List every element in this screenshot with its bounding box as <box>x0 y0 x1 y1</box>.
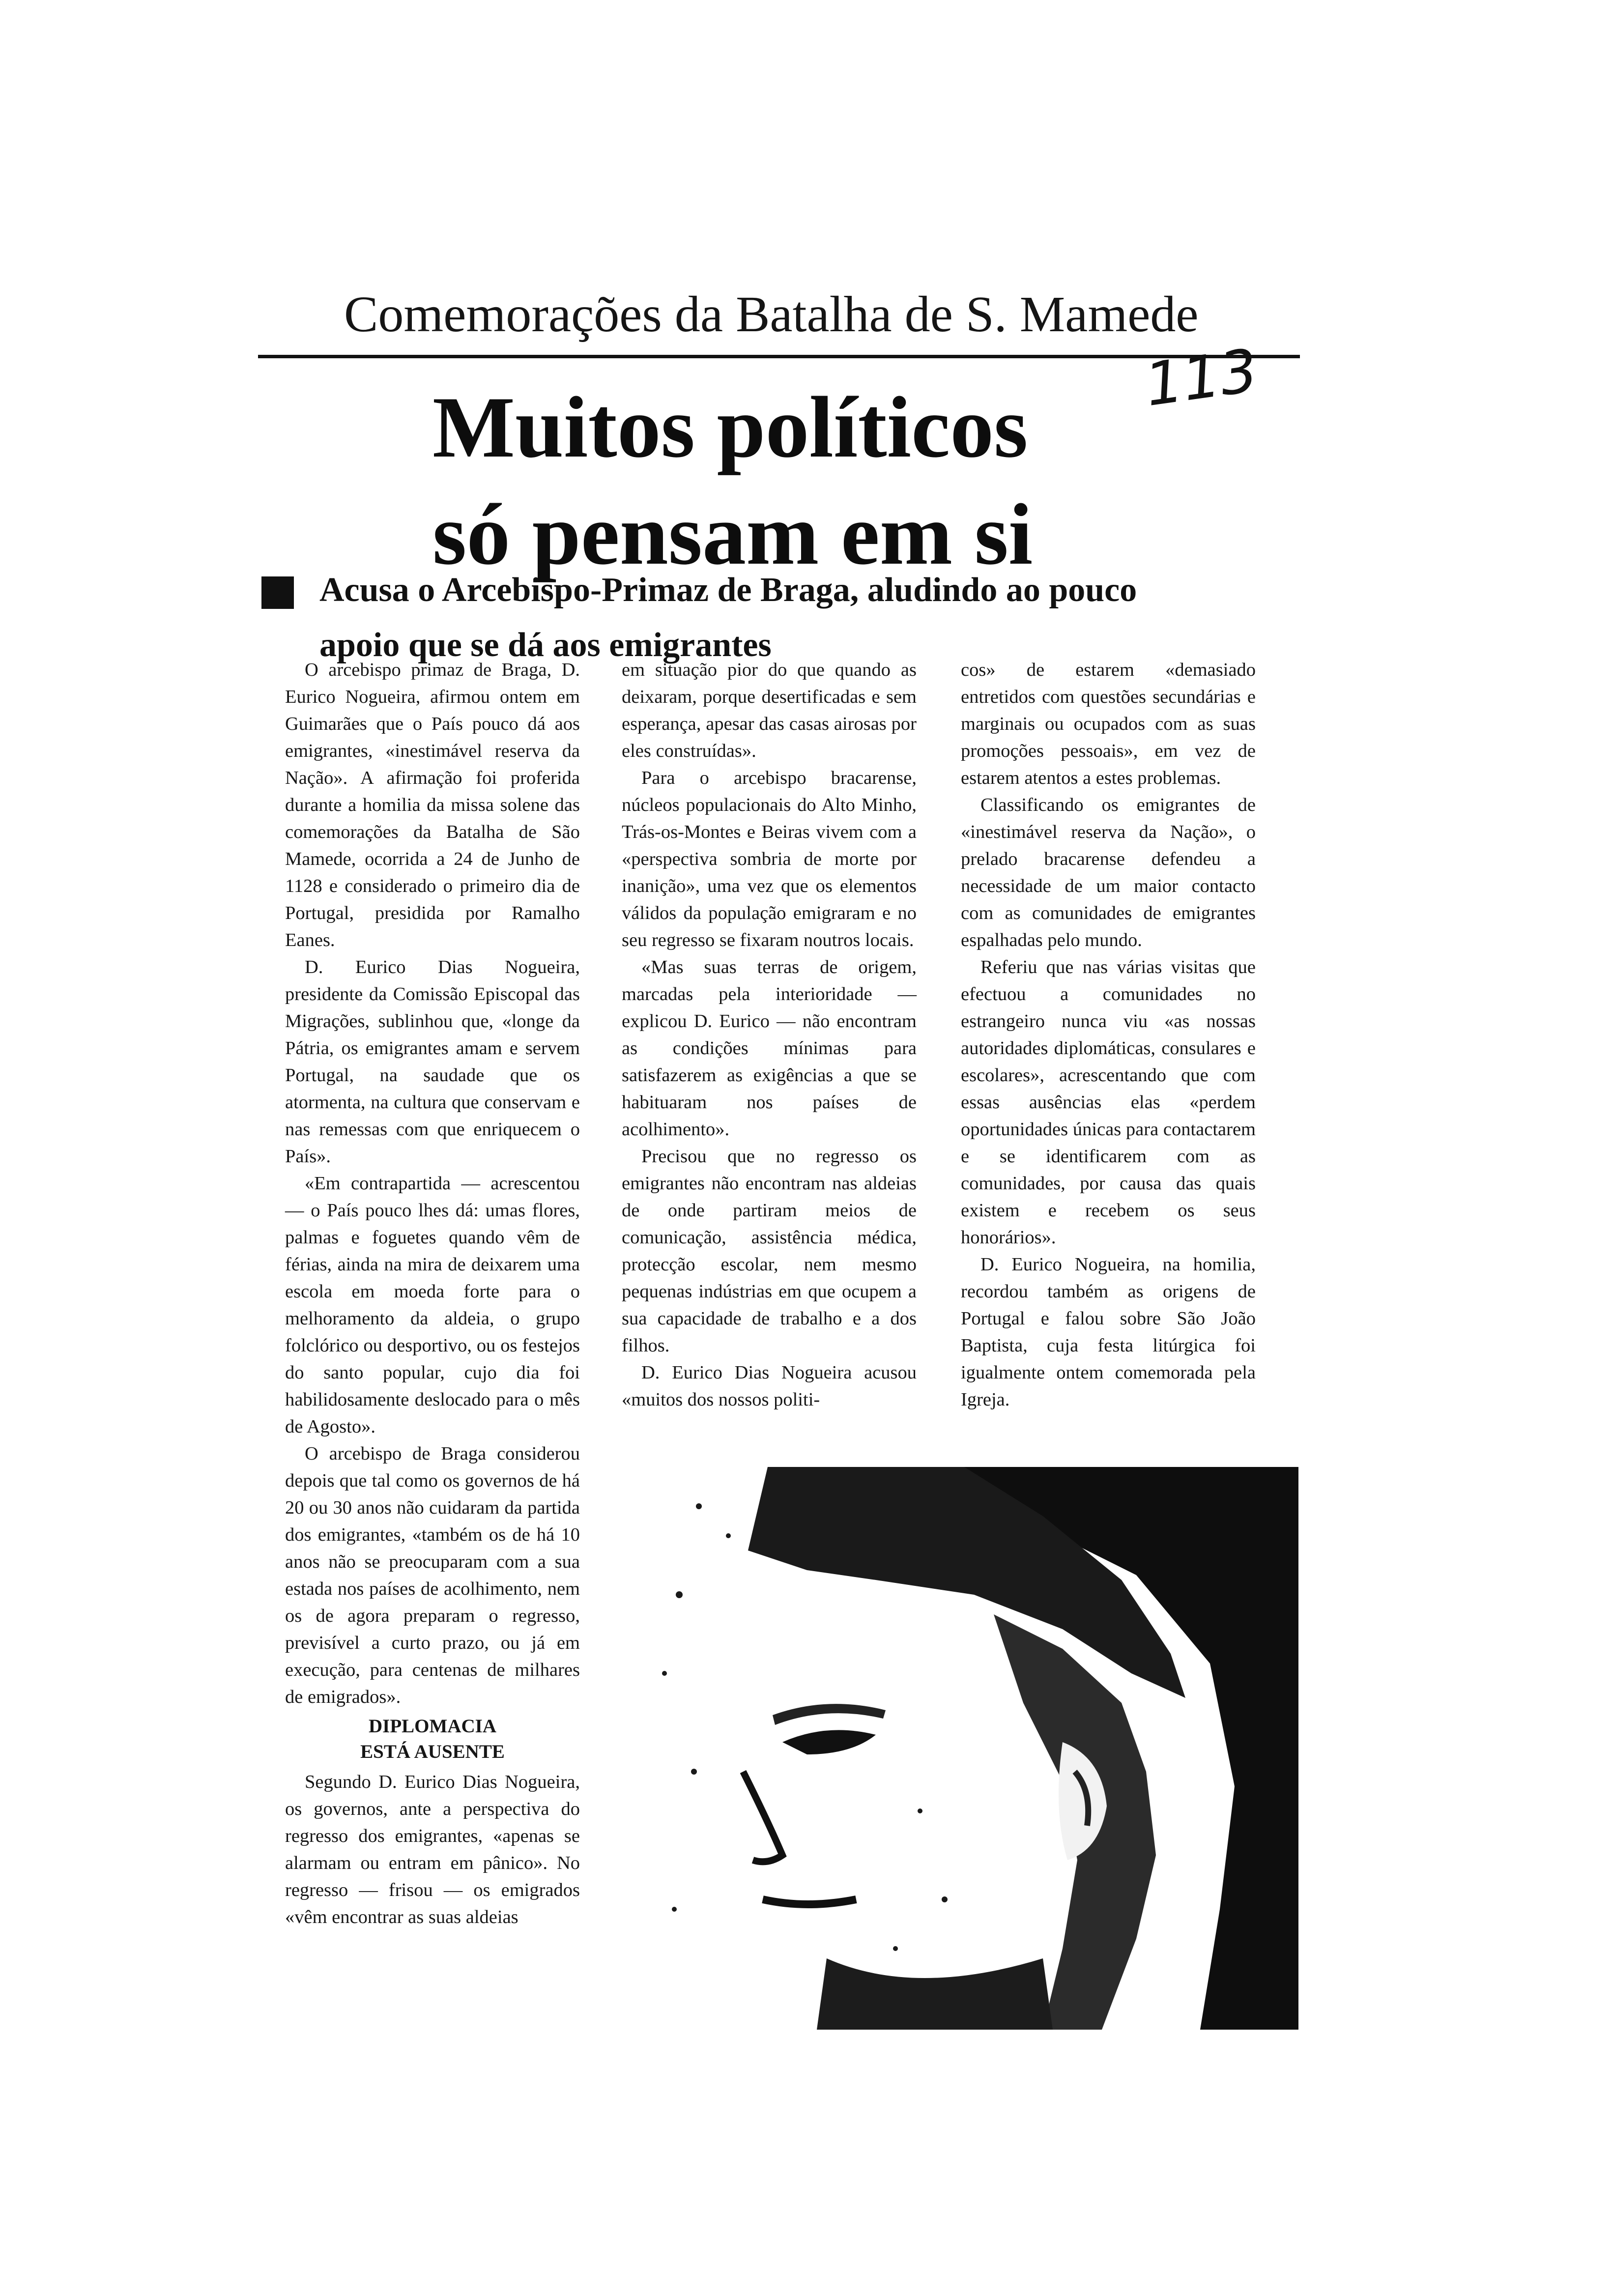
subheading-line-1: DIPLOMACIA <box>369 1716 496 1737</box>
paragraph: Referiu que nas várias visitas que efectuou a comunidades no estrangeiro nunca viu «as nossas autoridades diplomáticas, consulares e escolares», acrescentando que com essas ausências elas «perdem oportunidades únicas para contactarem e se identificarem com as comunidades, por causa das quais existem e recebem os seus honorários». <box>961 957 1256 1248</box>
portrait-image <box>620 1467 1298 2030</box>
article-column-2 <box>622 657 917 1413</box>
paragraph: «Em contrapartida — acrescentou — o País pouco lhes dá: umas flores, palmas e foguetes quando vêm de férias, ainda na mira de deixarem uma escola em moeda forte para o melhoramento da aldeia, o grupo folclórico ou desportivo, ou os festejos do santo popular, cujo dia foi habilidosamente deslocado para o mês de Agosto». <box>285 1173 580 1437</box>
paragraph: D. Eurico Dias Nogueira, presidente da Comissão Episcopal das Migrações, sublinhou que, «longe da Pátria, os emigrantes amam e servem Portugal, na saudade que os atormenta, na cultura que conservam e nas remessas com que enriquecem o País». <box>285 957 580 1167</box>
paragraph: «Mas suas terras de origem, marcadas pela interioridade — explicou D. Eurico — não encontram as condições mínimas para satisfazerem as exigências a que se habituaram nos países de acolhimento». <box>622 957 917 1140</box>
deck-bullet-icon <box>261 576 294 609</box>
paragraph: O arcebispo de Braga considerou depois que tal como os governos de há 20 ou 30 anos não cuidaram da partida dos emigrantes, «também os de há 10 anos não se preocuparam com a sua estada nos países de acolhimento, nem os de agora preparam o regresso, previsível a curto prazo, ou já em execução, para centenas de milhares de emigrados». <box>285 1443 580 1707</box>
paragraph: Segundo D. Eurico Dias Nogueira, os governos, ante a perspectiva do regresso dos emigrantes, «apenas se alarmam ou entram em pânico». No regresso — frisou — os emigrados «vêm encontrar as suas aldeias <box>285 1772 580 1927</box>
paragraph: Classificando os emigrantes de «inestimável reserva da Nação», o prelado bracarense defendeu a necessidade de um maior contacto com as comunidades de emigrantes espalhadas pelo mundo. <box>961 795 1256 950</box>
paragraph: em situação pior do que quando as deixaram, porque desertificadas e sem esperança, apesar das casas airosas por eles construídas». <box>622 660 917 761</box>
paragraph: D. Eurico Nogueira, na homilia, recordou também as origens de Portugal e falou sobre São João Baptista, cuja festa litúrgica foi igualmente ontem comemorada pela Igreja. <box>961 1254 1256 1410</box>
kicker-line: Comemorações da Batalha de S. Mamede <box>344 286 1199 343</box>
paragraph: Para o arcebispo bracarense, núcleos populacionais do Alto Minho, Trás-os-Montes e Beiras vivem com a «perspectiva sombria de morte por inanição», uma vez que os elementos válidos da população emigraram e no seu regresso se fixaram noutros locais. <box>622 768 917 950</box>
portrait-photo <box>620 1467 1298 2030</box>
subheading <box>285 1714 580 1765</box>
article-column-1 <box>285 657 580 1931</box>
paragraph: Precisou que no regresso os emigrantes não encontram nas aldeias de onde partiram meios de comunicação, assistência médica, protecção escolar, nem mesmo pequenas indústrias em que ocupem a sua capacidade de trabalho e a dos filhos. <box>622 1146 917 1356</box>
headline-line-2: só pensam em si <box>432 486 1033 583</box>
article-column-3 <box>961 657 1256 1413</box>
paragraph: cos» de estarem «demasiado entretidos com questões secundárias e marginais ou ocupados com as suas promoções pessoais», em vez de estarem atentos a estes problemas. <box>961 660 1256 788</box>
paragraph: O arcebispo primaz de Braga, D. Eurico Nogueira, afirmou ontem em Guimarães que o País pouco dá aos emigrantes, «inestimável reserva da Nação». A afirmação foi proferida durante a homilia da missa solene das comemorações da Batalha de São Mamede, ocorrida a 24 de Junho de 1128 e considerado o primeiro dia de Portugal, presidida por Ramalho Eanes. <box>285 660 580 950</box>
deck-line-1: Acusa o Arcebispo-Primaz de Braga, aludindo ao pouco <box>319 571 1137 609</box>
paragraph: D. Eurico Dias Nogueira acusou «muitos dos nossos politi- <box>622 1362 917 1410</box>
subheading-line-2: ESTÁ AUSENTE <box>360 1741 505 1762</box>
headline-line-1: Muitos políticos <box>432 378 1028 476</box>
deck-line-2: apoio que se dá aos emigrantes <box>319 626 772 664</box>
handwritten-annotation: 113 <box>1141 336 1262 420</box>
